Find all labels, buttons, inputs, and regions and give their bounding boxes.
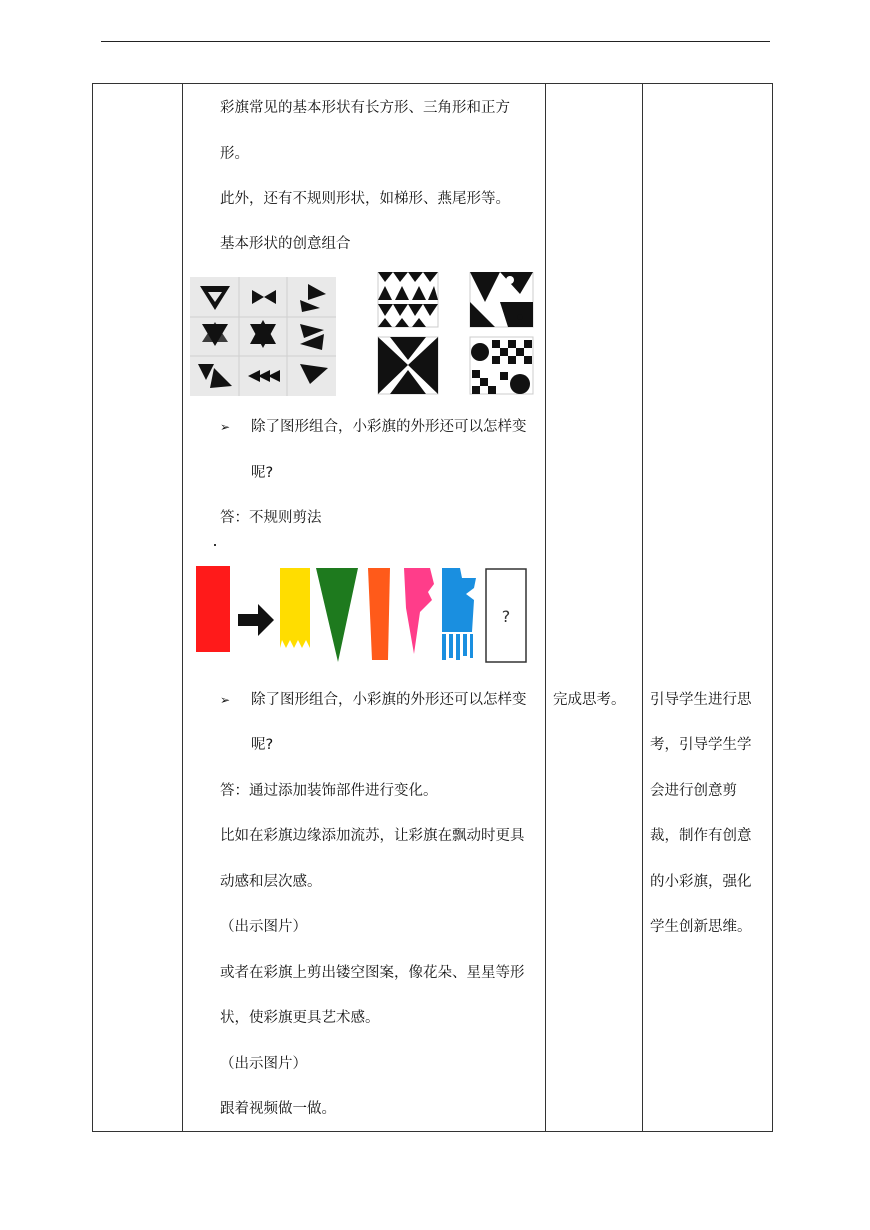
intent-line: 引导学生进行思 xyxy=(650,692,752,708)
answer-line: 答：通过添加装饰部件进行变化。 xyxy=(220,783,438,799)
text-line: 或者在彩旗上剪出镂空图案，像花朵、星星等形 xyxy=(220,965,525,981)
bullet-arrow-icon: ➢ xyxy=(220,420,231,434)
irregular-flags-image xyxy=(192,542,537,667)
intent-line: 的小彩旗，强化 xyxy=(650,874,752,890)
column-divider xyxy=(642,84,643,1131)
question-line: 除了图形组合，小彩旗的外形还可以怎样变 xyxy=(251,419,527,435)
intent-line: 学生创新思维。 xyxy=(650,919,752,935)
shape-combination-image xyxy=(190,272,540,397)
text-line: （出示图片） xyxy=(220,919,307,935)
question-line: 呢? xyxy=(251,737,274,753)
text-line: （出示图片） xyxy=(220,1056,307,1072)
student-activity-text: 完成思考。 xyxy=(553,692,626,708)
column-divider xyxy=(182,84,183,1131)
intent-line: 裁，制作有创意 xyxy=(650,828,752,844)
text-line: 形。 xyxy=(220,146,249,162)
header-rule xyxy=(101,41,770,42)
answer-line: 答：不规则剪法 xyxy=(220,510,322,526)
question-line: 除了图形组合，小彩旗的外形还可以怎样变 xyxy=(251,692,527,708)
column-divider xyxy=(545,84,546,1131)
text-line: 比如在彩旗边缘添加流苏，让彩旗在飘动时更具 xyxy=(220,828,525,844)
section-heading: 基本形状的创意组合 xyxy=(220,236,351,252)
intent-line: 会进行创意剪 xyxy=(650,783,737,799)
text-line: 彩旗常见的基本形状有长方形、三角形和正方 xyxy=(220,100,510,116)
intent-line: 考，引导学生学 xyxy=(650,737,752,753)
text-line: 此外，还有不规则形状，如梯形、燕尾形等。 xyxy=(220,191,510,207)
text-line: 跟着视频做一做。 xyxy=(220,1101,336,1117)
text-line: 动感和层次感。 xyxy=(220,874,322,890)
flag-placeholder-label: ? xyxy=(501,607,511,626)
text-line: 状，使彩旗更具艺术感。 xyxy=(220,1010,380,1026)
bullet-arrow-icon: ➢ xyxy=(220,693,231,707)
question-line: 呢? xyxy=(251,465,274,481)
